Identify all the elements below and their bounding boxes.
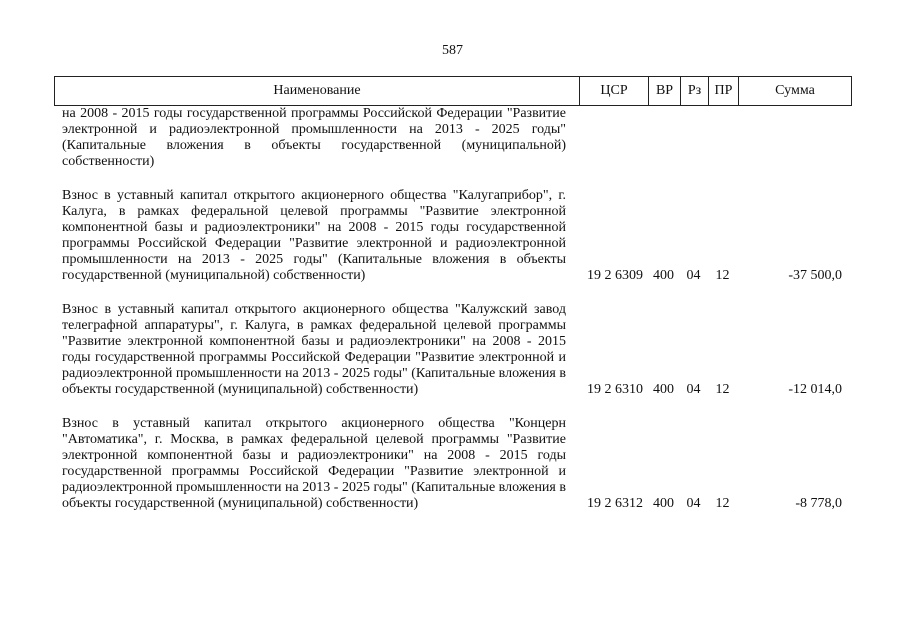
- row-sum: -37 500,0: [788, 268, 842, 283]
- row-vr: 400: [653, 268, 674, 283]
- row-rz: 04: [686, 268, 701, 283]
- table-row: [54, 188, 847, 284]
- row-csr: 19 2 6309: [587, 268, 643, 283]
- row-rz: 04: [686, 496, 701, 511]
- row-csr: 19 2 6312: [587, 496, 643, 511]
- header-csr: ЦСР: [580, 77, 649, 106]
- header-rz: Рз: [681, 77, 709, 106]
- page-number: 587: [442, 43, 463, 58]
- row-description: Взнос в уставный капитал открытого акционерного общества "Калугаприбор", г. Калуга, в рамках федеральной целевой программы "Развитие электронной компонентной базы и радиоэлектроники" на 2008 - 2015 годы государственной программы Российской Федерации "Развитие электронной и радиоэлектронной промышленности на 2013 - 2025 годы" (Капитальные вложения в объекты государственной (муниципальной) собственности): [62, 188, 566, 283]
- row-description: Взнос в уставный капитал открытого акционерного общества "Калужский завод телеграфной аппаратуры", г. Калуга, в рамках федеральной целевой программы "Развитие электронной компонентной базы и радиоэлектроники" на 2008 - 2015 годы государственной программы Российской Федерации "Развитие электронной и радиоэлектронной промышленности на 2013 - 2025 годы" (Капитальные вложения в объекты государственной (муниципальной) собственности): [62, 302, 566, 397]
- table-row: [54, 416, 847, 512]
- row-description: Взнос в уставный капитал открытого акционерного общества "Концерн "Автоматика", г. Москва, в рамках федеральной целевой программы "Развитие электронной компонентной базы и радиоэлектроники" на 2008 - 2015 годы государственной программы Российской Федерации "Развитие электронной и радиоэлектронной промышленности на 2013 - 2025 годы" (Капитальные вложения в объекты государственной (муниципальной) собственности): [62, 416, 566, 511]
- header-name: Наименование: [55, 77, 580, 106]
- table-header: [54, 76, 852, 106]
- row-pr: 12: [715, 382, 730, 397]
- table-header-row: [55, 77, 852, 106]
- row-sum: -8 778,0: [795, 496, 842, 511]
- header-pr: ПР: [709, 77, 739, 106]
- row-description: на 2008 - 2015 годы государственной программы Российской Федерации "Развитие электронной и радиоэлектронной промышленности на 2013 - 2025 годы" (Капитальные вложения в объекты государственной (муниципальной) собственности): [62, 106, 566, 169]
- row-rz: 04: [686, 382, 701, 397]
- table-row-continuation: [54, 106, 847, 170]
- row-csr: 19 2 6310: [587, 382, 643, 397]
- header-vr: ВР: [649, 77, 681, 106]
- row-sum: -12 014,0: [788, 382, 842, 397]
- row-pr: 12: [715, 496, 730, 511]
- row-vr: 400: [653, 496, 674, 511]
- table-body: [54, 106, 847, 512]
- table-row: [54, 302, 847, 398]
- header-sum: Сумма: [739, 77, 852, 106]
- row-vr: 400: [653, 382, 674, 397]
- row-pr: 12: [715, 268, 730, 283]
